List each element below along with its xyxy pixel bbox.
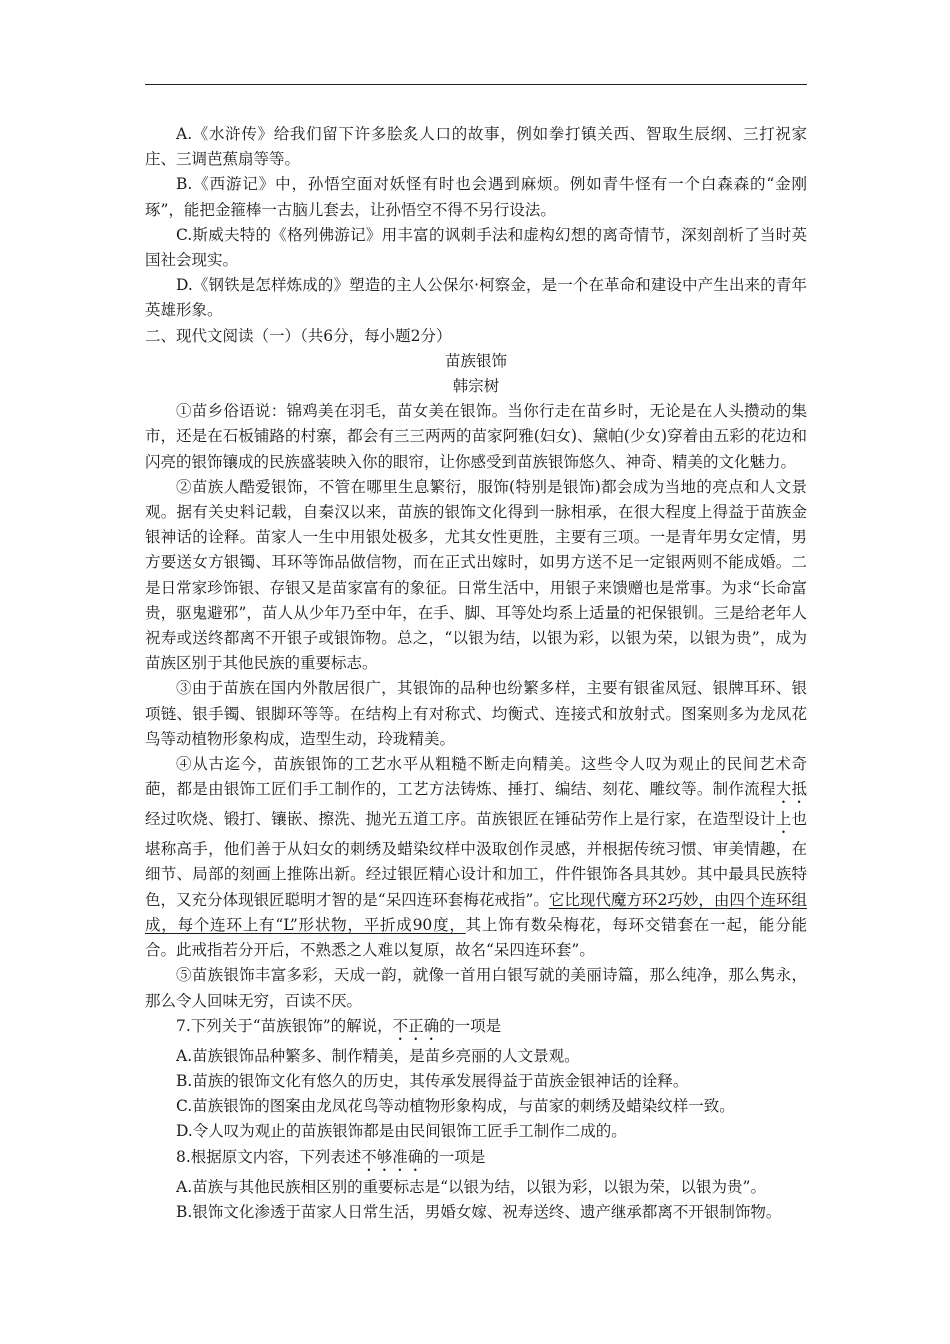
question-8-stem: 8.根据原文内容，下列表述不够准确的一项是 (176, 1147, 486, 1166)
question-8-option-b: B.银饰文化渗透于苗家人日常生活，男婚女嫁、祝寿送终、遗产继承都离不开银制饰物。 (176, 1202, 782, 1221)
article-paragraph-2: ②苗族人酷爱银饰，不管在哪里生息繁衍，服饰(特别是银饰)都会成为当地的亮点和人文景观。据有关史料记载，自秦汉以来，苗族的银饰文化得到一脉相承，在很大程度上得益于苗族金银神话的诠释。苗家人一生中用银处极多，尤其女性更胜，主要有三项。一是青年男女定情，男方要送女方银镯、耳环等饰品做信物，而在正式出嫁时，如男方送不足一定银两则不能成婚。二是日常家珍饰银、存银又是苗家富有的象征。日常生活中，用银子来馈赠也是常事。为求“长命富贵，驱鬼避邪”，苗人从少年乃至中年，在手、脚、耳等处均系上适量的祀保银钏。三是给老年人祝寿或送终都离不开银子或银饰物。总之，“以银为结，以银为彩，以银为荣，以银为贵”，成为苗族区别于其他民族的重要标志。 (145, 477, 807, 673)
q6-option-d: D.《钢铁是怎样炼成的》塑造的主人公保尔·柯察金，是一个在革命和建设中产生出来的青年英雄形象。 (145, 276, 807, 320)
document-body (145, 122, 807, 1225)
header-rule (145, 84, 807, 85)
emphasis-dot-char: 大 (775, 780, 792, 799)
article-paragraph-5: ⑤苗族银饰丰富多彩，天成一韵，就像一首用白银写就的美丽诗篇，那么纯净，那么隽永，那么令人回味无穷，百读不厌。 (145, 966, 807, 1010)
underlined-sentence: 它比现代魔方环2巧妙，由四个连环组成，每个连环上有“L”形状物，平折成90度， (145, 890, 807, 934)
question-7-stem: 7.下列关于“苗族银饰”的解说，不正确的一项是 (176, 1016, 502, 1035)
article-author: 韩宗树 (452, 377, 500, 396)
question-7-option-d: D.令人叹为观止的苗族银饰都是由民间银饰工匠手工制作二成的。 (176, 1122, 627, 1141)
emphasis-dot-text: 不正确 (392, 1016, 440, 1035)
section-heading: 二、现代文阅读（一）（共6分，每小题2分） (145, 326, 452, 345)
q6-option-a: A.《水浒传》给我们留下许多脍炙人口的故事，例如拳打镇关西、智取生辰纲、三打祝家庄、三调芭蕉扇等等。 (145, 125, 807, 169)
article-paragraph-4: ④从古迄今，苗族银饰的工艺水平从粗糙不断走向精美。这些令人叹为观止的民间艺术奇葩，都是由银饰工匠们手工制作的，工艺方法铸炼、捶打、编结、刻花、雕纹等。制作流程大抵经过吹烧、锻打、镶嵌、擦洗、抛光五道工序。苗族银匠在锤砧劳作上是行家，在造型设计上也堪称高手，他们善于从妇女的刺绣及蜡染纹样中汲取创作灵感，并根据传统习惯、审美情趣，在细节、局部的刻画上推陈出新。经过银匠精心设计和加工，件件银饰各具其妙。其中最具民族特色，又充分体现银匠聪明才智的是“呆四连环套梅花戒指”。它比现代魔方环2巧妙，由四个连环组成，每个连环上有“L”形状物，平折成90度，其上饰有数朵梅花，每环交错套在一起，能分能合。此戒指若分开后，不熟悉之人难以复原，故名“呆四连环套”。 (145, 755, 807, 960)
question-7-option-a: A.苗族银饰品种繁多、制作精美，是苗乡亮丽的人文景观。 (176, 1046, 580, 1065)
question-7-option-b: B.苗族的银饰文化有悠久的历史，其传承发展得益于苗族金银神话的诠释。 (176, 1071, 689, 1090)
article-paragraph-1: ①苗乡俗语说：锦鸡美在羽毛，苗女美在银饰。当你行走在苗乡时，无论是在人头攒动的集市，还是在石板铺路的村寨，都会有三三两两的苗家阿雅(妇女)、黛帕(少女)穿着由五彩的花边和闪亮的银饰镶成的民族盛装映入你的眼帘，让你感受到苗族银饰悠久、神奇、精美的文化魅力。 (145, 402, 807, 471)
article-paragraph-3: ③由于苗族在国内外散居很广，其银饰的品种也纷繁多样，主要有银雀凤冠、银牌耳环、银项链、银手镯、银脚环等等。在结构上有对称式、均衡式、连接式和放射式。图案则多为龙凤花鸟等动植物形象构成，造型生动，玲珑精美。 (145, 679, 807, 748)
article-title: 苗族银饰 (444, 351, 507, 370)
emphasis-dot-text: 不够准确 (361, 1147, 424, 1166)
emphasis-dot-char: 上 (775, 810, 792, 829)
emphasis-dot-char: 抵 (791, 780, 807, 799)
q6-option-c: C.斯威夫特的《格列佛游记》用丰富的讽刺手法和虚构幻想的离奇情节，深刻剖析了当时英国社会现实。 (145, 225, 807, 270)
q6-option-b: B.《西游记》中，孙悟空面对妖怪有时也会遇到麻烦。例如青牛怪有一个白森森的“金刚琢”，能把金箍棒一古脑儿套去，让孙悟空不得不另行设法。 (145, 175, 807, 219)
question-8-option-a: A.苗族与其他民族相区别的重要标志是“以银为结，以银为彩，以银为荣，以银为贵”。 (176, 1177, 766, 1196)
question-7-option-c: C.苗族银饰的图案由龙凤花鸟等动植物形象构成，与苗家的刺绣及蜡染纹样一致。 (176, 1097, 735, 1116)
